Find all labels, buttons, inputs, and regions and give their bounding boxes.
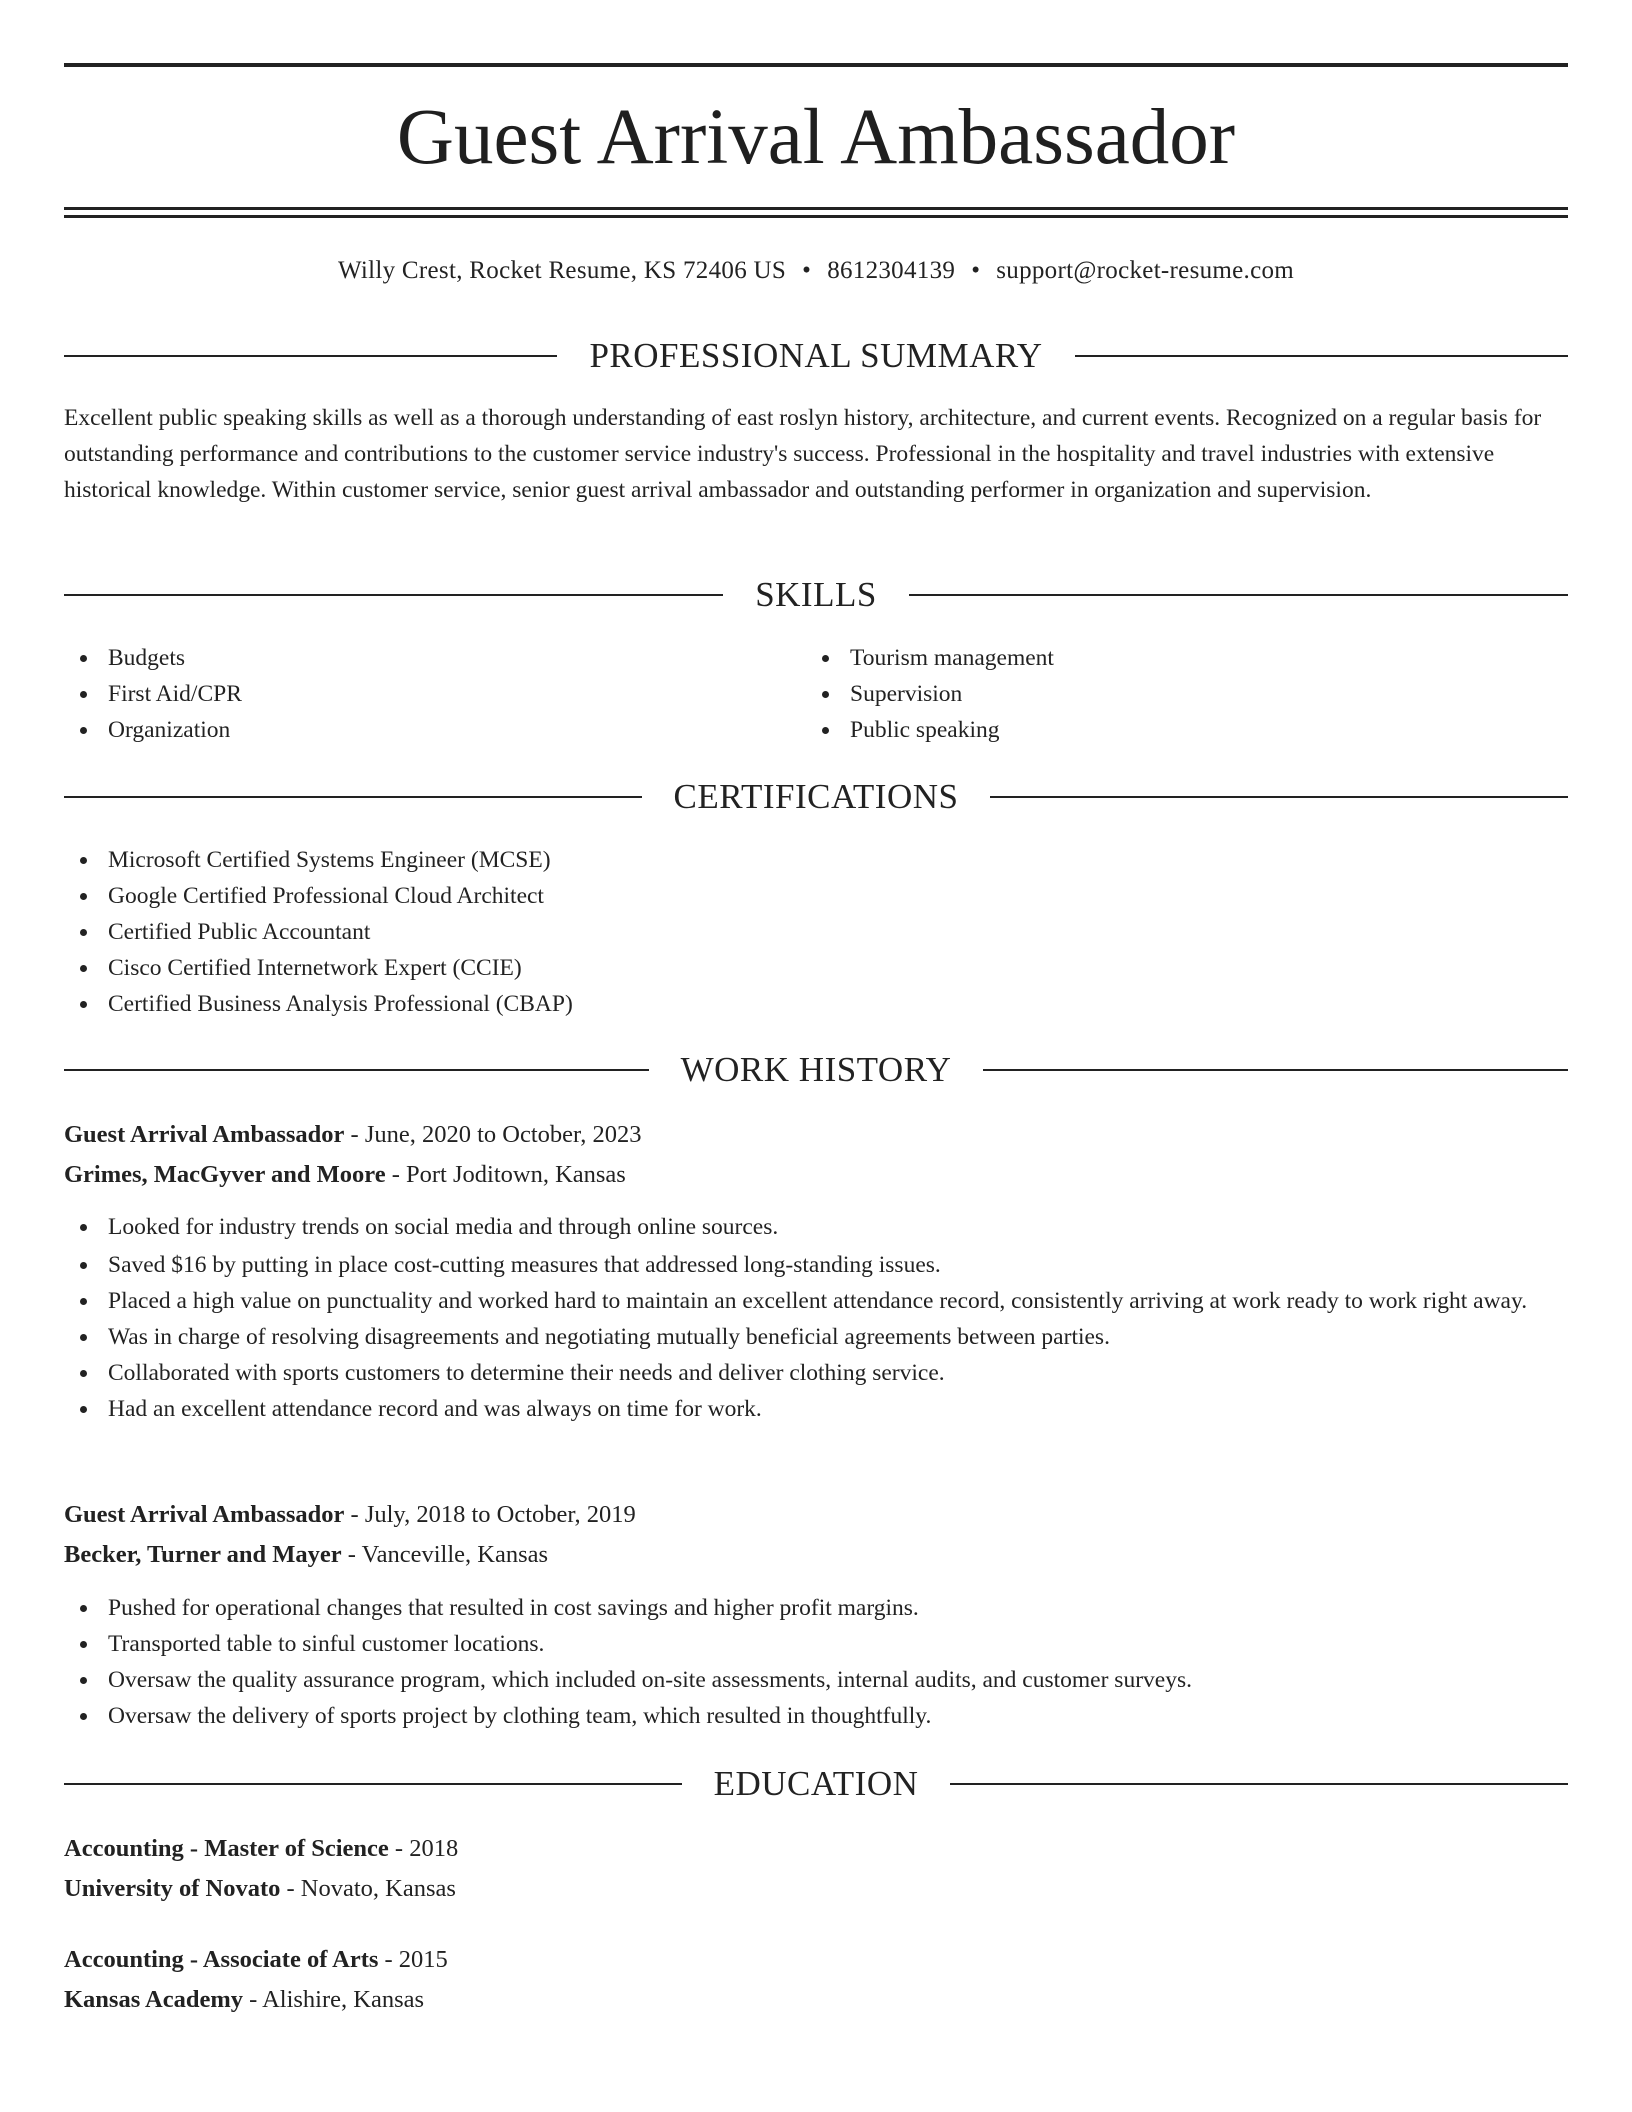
skills-list-right [806, 640, 1546, 748]
job-title: Guest Arrival Ambassador [64, 1121, 345, 1148]
section-education-heading [64, 1762, 1568, 1806]
contact-line [64, 254, 1568, 288]
skill-item: Supervision [806, 676, 1546, 712]
job-location: - Vanceville, Kansas [341, 1541, 549, 1568]
divider-line [64, 1783, 682, 1785]
job-company: Grimes, MacGyver and Moore [64, 1161, 386, 1188]
contact-separator: • [802, 257, 812, 284]
divider-line [64, 355, 557, 357]
education-entry [64, 1829, 1568, 1909]
summary-text: Excellent public speaking skills as well as a thorough understanding of east roslyn history, architecture, and current events. Recognized on a regular basis for outstanding performance and contributions to the customer service industry's success. Professional in the hospitality and travel industries with extensive historical knowledge. Within customer service, senior guest arrival ambassador and outstanding performer in organization and supervision. [64, 405, 1542, 503]
section-title: SKILLS [755, 575, 877, 614]
section-work-heading [64, 1048, 1568, 1092]
section-summary-heading [64, 334, 1568, 378]
certification-item: Microsoft Certified Systems Engineer (MCSE) [64, 842, 1568, 878]
education-degree-line [64, 1940, 1568, 1980]
job-bullet: Collaborated with sports customers to determine their needs and deliver clothing service. [64, 1355, 1564, 1391]
job-title: Guest Arrival Ambassador [64, 1501, 345, 1528]
job-bullet: Placed a high value on punctuality and worked hard to maintain an excellent attendance record, consistently arriving at work ready to work right away. [64, 1283, 1564, 1319]
skill-item: First Aid/CPR [64, 676, 804, 712]
section-title: WORK HISTORY [680, 1050, 952, 1089]
section-title: PROFESSIONAL SUMMARY [589, 336, 1043, 375]
divider-line [64, 1069, 649, 1071]
job-title-line [64, 1495, 1568, 1535]
education-school: University of Novato [64, 1875, 281, 1902]
education-degree: Accounting - Associate of Arts [64, 1946, 379, 1973]
job-bullet: Oversaw the delivery of sports project by clothing team, which resulted in thoughtfully. [64, 1698, 1564, 1734]
name-rule-upper [64, 207, 1568, 210]
divider-line [64, 594, 723, 596]
contact-separator: • [971, 257, 981, 284]
job-bullets [64, 1209, 1564, 1427]
job-company: Becker, Turner and Mayer [64, 1541, 342, 1568]
job-dates: - June, 2020 to October, 2023 [344, 1121, 642, 1148]
job-bullet: Was in charge of resolving disagreements and negotiating mutually beneficial agreements between parties. [64, 1319, 1564, 1355]
education-year: - 2018 [388, 1835, 459, 1862]
education-entry [64, 1940, 1568, 2020]
education-school-line [64, 1980, 1568, 2020]
job-company-line [64, 1535, 1568, 1575]
job-company-line [64, 1155, 1568, 1195]
job-dates: - July, 2018 to October, 2019 [344, 1501, 636, 1528]
resume-name: Guest Arrival Ambassador [396, 94, 1236, 181]
job-entry [64, 1115, 1568, 1195]
job-bullet: Looked for industry trends on social media and through online sources. [64, 1209, 1564, 1245]
education-location: - Alishire, Kansas [243, 1986, 425, 2013]
skill-item: Public speaking [806, 712, 1546, 748]
skill-item: Tourism management [806, 640, 1546, 676]
skills-list-left [64, 640, 804, 748]
job-title-line [64, 1115, 1568, 1155]
section-certifications-heading [64, 775, 1568, 819]
certification-item: Google Certified Professional Cloud Architect [64, 878, 1568, 914]
job-bullet: Transported table to sinful customer locations. [64, 1626, 1564, 1662]
section-title: CERTIFICATIONS [673, 777, 959, 816]
top-rule [64, 63, 1568, 67]
section-title: EDUCATION [713, 1764, 919, 1803]
education-degree: Accounting - Master of Science [64, 1835, 389, 1862]
name-rule-lower [64, 215, 1568, 218]
divider-line [990, 796, 1568, 798]
divider-line [983, 1069, 1568, 1071]
job-bullet: Had an excellent attendance record and was always on time for work. [64, 1391, 1564, 1427]
certifications-list [64, 842, 1568, 1022]
divider-line [64, 796, 642, 798]
section-skills-heading [64, 573, 1568, 617]
job-bullet: Saved $16 by putting in place cost-cutting measures that addressed long-standing issues. [64, 1247, 1564, 1283]
education-degree-line [64, 1829, 1568, 1869]
skill-item: Budgets [64, 640, 804, 676]
contact-address: Willy Crest, Rocket Resume, KS 72406 US [337, 257, 787, 284]
divider-line [1075, 355, 1568, 357]
certification-item: Certified Business Analysis Professional (CBAP) [64, 986, 1568, 1022]
education-year: - 2015 [378, 1946, 448, 1973]
education-location: - Novato, Kansas [280, 1875, 456, 1902]
contact-email: support@rocket-resume.com [996, 257, 1295, 284]
job-location: - Port Joditown, Kansas [385, 1161, 626, 1188]
skill-item: Organization [64, 712, 804, 748]
certification-item: Cisco Certified Internetwork Expert (CCIE) [64, 950, 1568, 986]
divider-line [909, 594, 1568, 596]
job-entry [64, 1495, 1568, 1575]
job-bullet: Oversaw the quality assurance program, which included on-site assessments, internal audits, and customer surveys. [64, 1662, 1564, 1698]
divider-line [950, 1783, 1568, 1785]
education-school-line [64, 1869, 1568, 1909]
certification-item: Certified Public Accountant [64, 914, 1568, 950]
education-school: Kansas Academy [64, 1986, 244, 2013]
contact-phone: 8612304139 [827, 257, 956, 284]
job-bullets [64, 1590, 1564, 1734]
job-bullet: Pushed for operational changes that resulted in cost savings and higher profit margins. [64, 1590, 1564, 1626]
